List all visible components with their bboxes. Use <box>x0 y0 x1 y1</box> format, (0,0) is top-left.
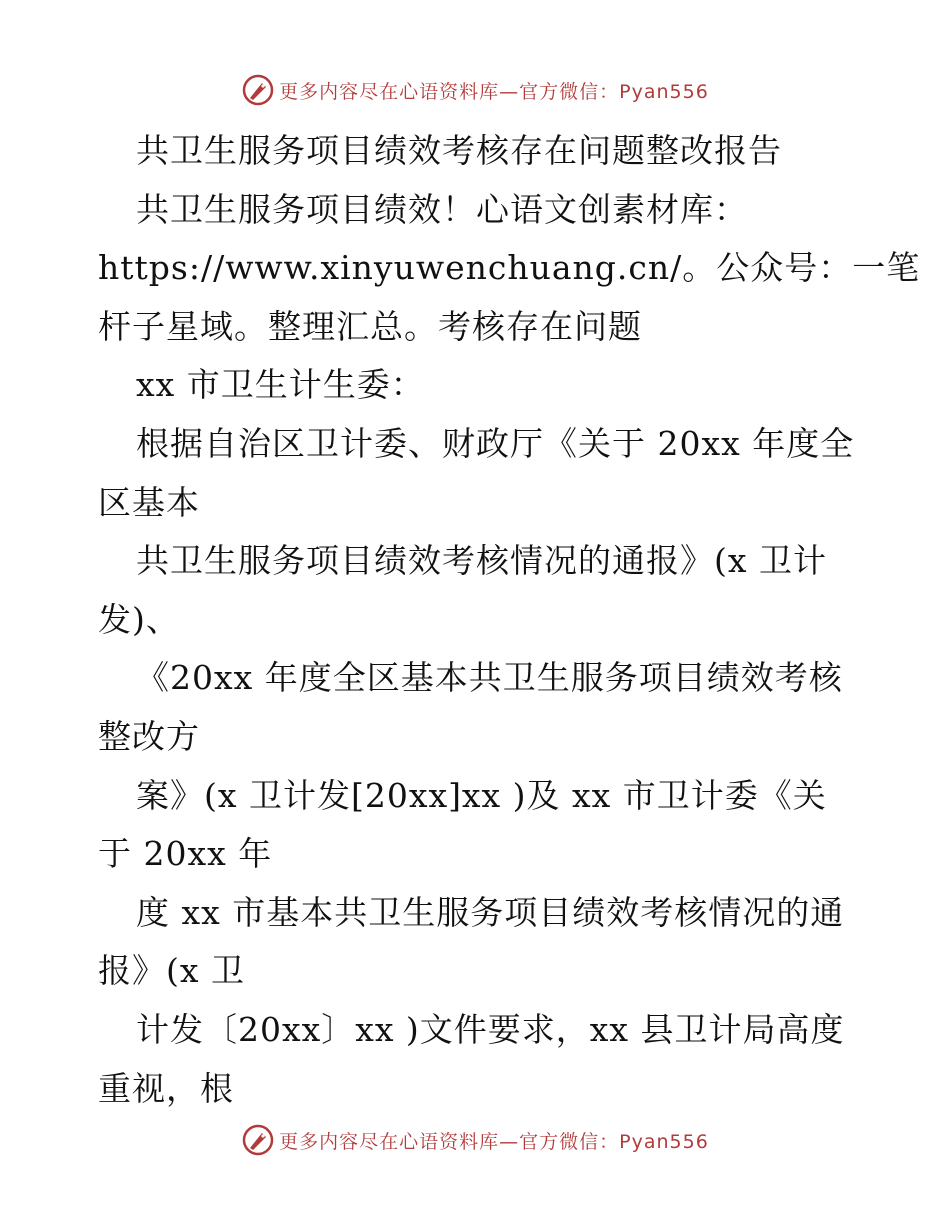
header-watermark-banner <box>0 70 950 110</box>
doc-line: 共卫生服务项目绩效！心语文创素材库： <box>136 189 748 229</box>
footer-watermark-banner <box>0 1120 950 1160</box>
doc-line: 整改方 <box>98 716 200 756</box>
header-watermark-text: 更多内容尽在心语资料库—官方微信：Pyan556 <box>279 80 709 103</box>
doc-line: 杆子星域。整理汇总。考核存在问题 <box>98 306 642 346</box>
document-body <box>98 122 921 1118</box>
doc-line: https://www.xinyuwenchuang.cn/。公众号：一笔 <box>98 248 921 288</box>
doc-line: 计发〔20xx〕xx )文件要求，xx 县卫计局高度 <box>136 1009 845 1049</box>
doc-line: 根据自治区卫计委、财政厅《关于 20xx 年度全 <box>136 423 855 463</box>
pen-nib-logo-icon <box>241 73 275 107</box>
doc-line: 案》(x 卫计发[20xx]xx )及 xx 市卫计委《关 <box>136 775 827 815</box>
doc-line: 度 xx 市基本共卫生服务项目绩效考核情况的通 <box>136 892 845 932</box>
doc-line: 共卫生服务项目绩效考核存在问题整改报告 <box>136 131 782 170</box>
footer-watermark-text: 更多内容尽在心语资料库—官方微信：Pyan556 <box>279 1130 709 1153</box>
doc-line: xx 市卫生计生委： <box>136 365 425 405</box>
doc-line: 报》(x 卫 <box>98 951 245 991</box>
doc-line: 《20xx 年度全区基本共卫生服务项目绩效考核 <box>136 658 843 698</box>
doc-line: 于 20xx 年 <box>98 834 273 874</box>
doc-line: 发)、 <box>98 599 180 639</box>
doc-line: 区基本 <box>98 482 200 522</box>
pen-nib-logo-icon <box>241 1123 275 1157</box>
doc-line: 共卫生服务项目绩效考核情况的通报》(x 卫计 <box>136 541 827 581</box>
doc-line: 重视，根 <box>98 1068 234 1108</box>
